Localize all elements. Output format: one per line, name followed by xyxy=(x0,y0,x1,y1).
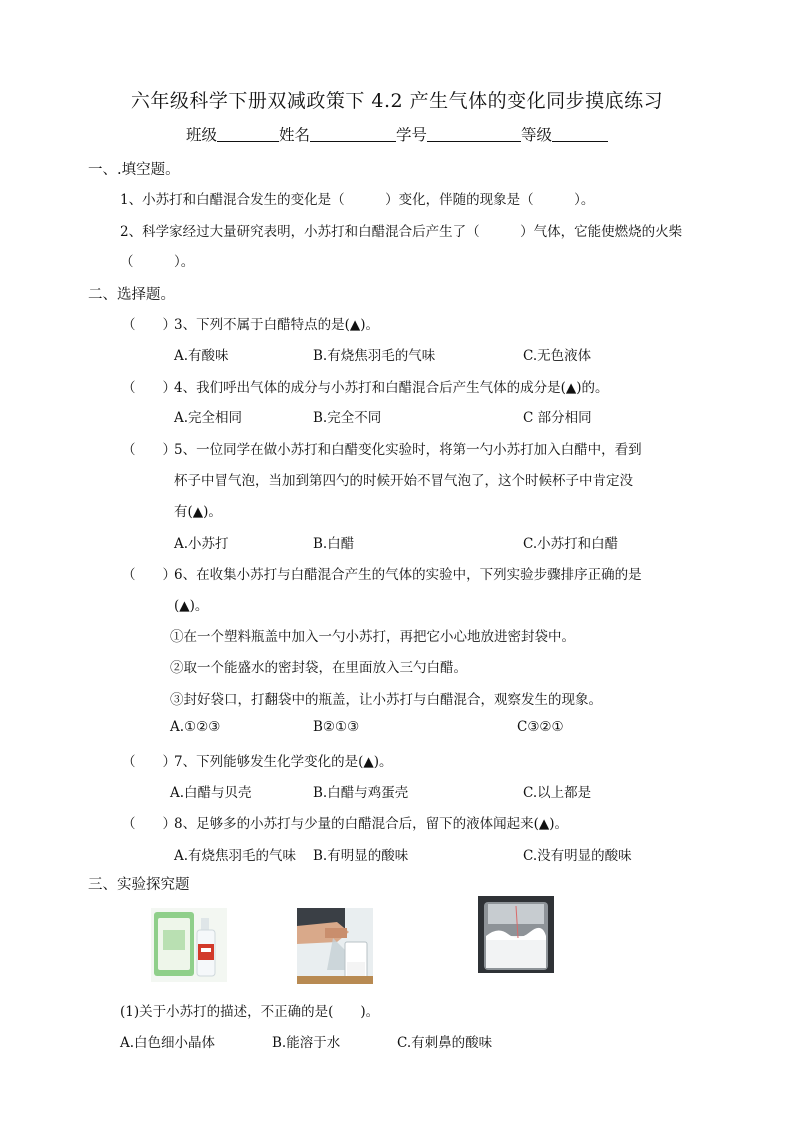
number-blank[interactable] xyxy=(427,125,521,142)
q8-option-c[interactable]: C.没有明显的酸味 xyxy=(523,848,632,864)
question-5-stem-line-1: 5、一位同学在做小苏打和白醋变化实验时，将第一勺小苏打加入白醋中，看到 xyxy=(174,442,642,458)
grade-label: 等级 xyxy=(521,126,553,144)
q5-option-c[interactable]: C.小苏打和白醋 xyxy=(523,536,619,552)
q5-option-b[interactable]: B.白醋 xyxy=(313,536,355,552)
section-choice-heading: 二、选择题。 xyxy=(88,287,175,303)
grade-blank[interactable] xyxy=(552,125,608,142)
q7-option-b[interactable]: B.白醋与鸡蛋壳 xyxy=(313,785,409,801)
q4-option-b[interactable]: B.完全不同 xyxy=(313,410,382,426)
experiment-question-1: (1)关于小苏打的描述，不正确的是( )。 xyxy=(120,1004,380,1020)
question-6-stem-line-1: 6、在收集小苏打与白醋混合产生的气体的实验中，下列实验步骤排序正确的是 xyxy=(174,567,642,583)
answer-paren-q3[interactable]: （ ） xyxy=(122,317,176,333)
foaming-beaker-photo xyxy=(478,896,554,973)
q4-option-c[interactable]: C 部分相同 xyxy=(523,410,592,426)
question-4-stem: 4、我们呼出气体的成分与小苏打和白醋混合后产生气体的成分是(▲)的。 xyxy=(174,380,609,396)
question-5-stem-line-3: 有(▲)。 xyxy=(174,504,222,520)
q6-option-a[interactable]: A.①②③ xyxy=(170,719,221,735)
question-6-step-1: ①在一个塑料瓶盖中加入一勺小苏打，再把它小心地放进密封袋中。 xyxy=(170,629,575,645)
pouring-powder-photo xyxy=(297,908,373,984)
question-5-stem-line-2: 杯子中冒气泡，当加到第四勺的时候开始不冒气泡了，这个时候杯子中肯定没 xyxy=(174,473,633,489)
q7-option-c[interactable]: C.以上都是 xyxy=(523,785,592,801)
question-6-step-3: ③封好袋口，打翻袋中的瓶盖，让小苏打与白醋混合，观察发生的现象。 xyxy=(170,692,602,708)
q3-option-c[interactable]: C.无色液体 xyxy=(523,348,592,364)
name-label: 姓名 xyxy=(278,126,310,144)
fill-question-1: 1、小苏打和白醋混合发生的变化是（ ）变化，伴随的现象是（ ）。 xyxy=(120,192,595,208)
baking-soda-vinegar-illustration xyxy=(151,908,227,982)
answer-paren-q6[interactable]: （ ） xyxy=(122,567,176,583)
answer-paren-q7[interactable]: （ ） xyxy=(122,754,176,770)
baking-soda-vinegar-photo xyxy=(151,908,227,982)
q4-option-a[interactable]: A.完全相同 xyxy=(174,410,243,426)
q3-option-a[interactable]: A.有酸味 xyxy=(174,348,229,364)
section-experiment-heading: 三、实验探究题 xyxy=(88,877,190,893)
question-3-stem: 3、下列不属于白醋特点的是(▲)。 xyxy=(174,317,380,333)
answer-paren-q8[interactable]: （ ） xyxy=(122,816,176,832)
answer-paren-q4[interactable]: （ ） xyxy=(122,380,176,396)
student-info-line xyxy=(0,123,794,145)
section-fill-heading: 一、.填空题。 xyxy=(88,162,180,178)
foaming-beaker-illustration xyxy=(478,896,554,973)
class-label: 班级 xyxy=(185,126,217,144)
q8-option-a[interactable]: A.有烧焦羽毛的气味 xyxy=(174,848,297,864)
question-7-stem: 7、下列能够发生化学变化的是(▲)。 xyxy=(174,754,393,770)
exp-q1-option-c[interactable]: C.有刺鼻的酸味 xyxy=(397,1035,493,1051)
answer-paren-q5[interactable]: （ ） xyxy=(122,442,176,458)
q8-option-b[interactable]: B.有明显的酸味 xyxy=(313,848,409,864)
pouring-powder-illustration xyxy=(297,908,373,984)
class-blank[interactable] xyxy=(217,125,279,142)
q6-option-b[interactable]: B②①③ xyxy=(313,719,360,735)
exp-q1-option-a[interactable]: A.白色细小晶体 xyxy=(120,1035,216,1051)
number-label: 学号 xyxy=(396,126,428,144)
fill-question-2-line-2: （ ）。 xyxy=(120,254,195,270)
question-6-stem-line-2: (▲)。 xyxy=(174,598,209,614)
q5-option-a[interactable]: A.小苏打 xyxy=(174,536,229,552)
name-blank[interactable] xyxy=(310,125,396,142)
fill-question-2-line-1: 2、科学家经过大量研究表明，小苏打和白醋混合后产生了（ ）气体，它能使燃烧的火柴 xyxy=(120,224,683,240)
q7-option-a[interactable]: A.白醋与贝壳 xyxy=(170,785,252,801)
page-title: 六年级科学下册双减政策下 4.2 产生气体的变化同步摸底练习 xyxy=(130,90,664,112)
question-6-step-2: ②取一个能盛水的密封袋，在里面放入三勺白醋。 xyxy=(170,660,467,676)
question-8-stem: 8、足够多的小苏打与少量的白醋混合后，留下的液体闻起来(▲)。 xyxy=(174,816,569,832)
q6-option-c[interactable]: C③②① xyxy=(517,719,564,735)
q3-option-b[interactable]: B.有烧焦羽毛的气味 xyxy=(313,348,436,364)
exp-q1-option-b[interactable]: B.能溶于水 xyxy=(272,1035,341,1051)
